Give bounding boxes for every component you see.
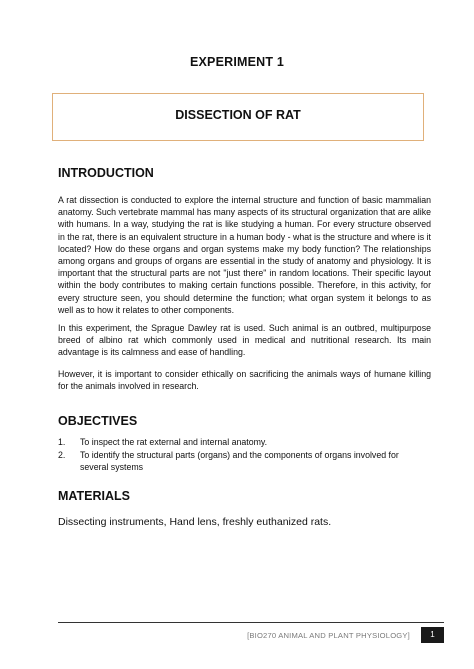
title-box	[52, 93, 424, 141]
footer-divider	[58, 622, 444, 623]
introduction-paragraph-1: A rat dissection is conducted to explore the internal structure and function of basic mammalian anatomy. Such vertebrate mammal has many aspects of its structural organization that are alike with humans. In a way, studying the rat is like studying a human. For every structure observed in the rat, there is an equivalent structure in a human body - what is the structure and where is it located? How do these organs and organ systems make my body function? The relationships among organs and groups of organs are essential in the study of anatomy and physiology. It is important that the structural parts are not "just there" in random locations. Their specific layout within the body contributes to making certain functions possible. Therefore, in this activity, for every structure seen, you should determine the function; what organ system it belongs to as well as to how it relates to other components.	[58, 195, 431, 315]
experiment-label: EXPERIMENT 1	[189, 55, 285, 69]
objectives-list	[58, 436, 418, 475]
objective-number: 2.	[58, 450, 66, 461]
introduction-paragraph-2: In this experiment, the Sprague Dawley rat is used. Such animal is an outbred, multipurpose breed of albino rat which commonly used in medical and nutritional research. Its main advantage is its calmness and ease of handling.	[58, 323, 431, 358]
objective-item	[58, 436, 418, 448]
materials-heading: MATERIALS	[58, 489, 130, 503]
footer-course-label: [BIO270 ANIMAL AND PLANT PHYSIOLOGY]	[247, 631, 410, 640]
page-number: 1	[421, 627, 444, 643]
objective-text: To identify the structural parts (organs) and the components of organs involved for several systems	[80, 450, 399, 473]
materials-text: Dissecting instruments, Hand lens, freshly euthanized rats.	[58, 516, 332, 528]
document-title: DISSECTION OF RAT	[175, 108, 301, 122]
introduction-paragraph-3: However, it is important to consider ethically on sacrificing the animals ways of humane killing for the animals involved in research.	[58, 369, 431, 392]
introduction-heading: INTRODUCTION	[58, 166, 154, 180]
objective-text: To inspect the rat external and internal anatomy.	[80, 437, 268, 447]
objectives-heading: OBJECTIVES	[58, 414, 138, 428]
objective-item	[58, 449, 418, 473]
objective-number: 1.	[58, 437, 66, 447]
